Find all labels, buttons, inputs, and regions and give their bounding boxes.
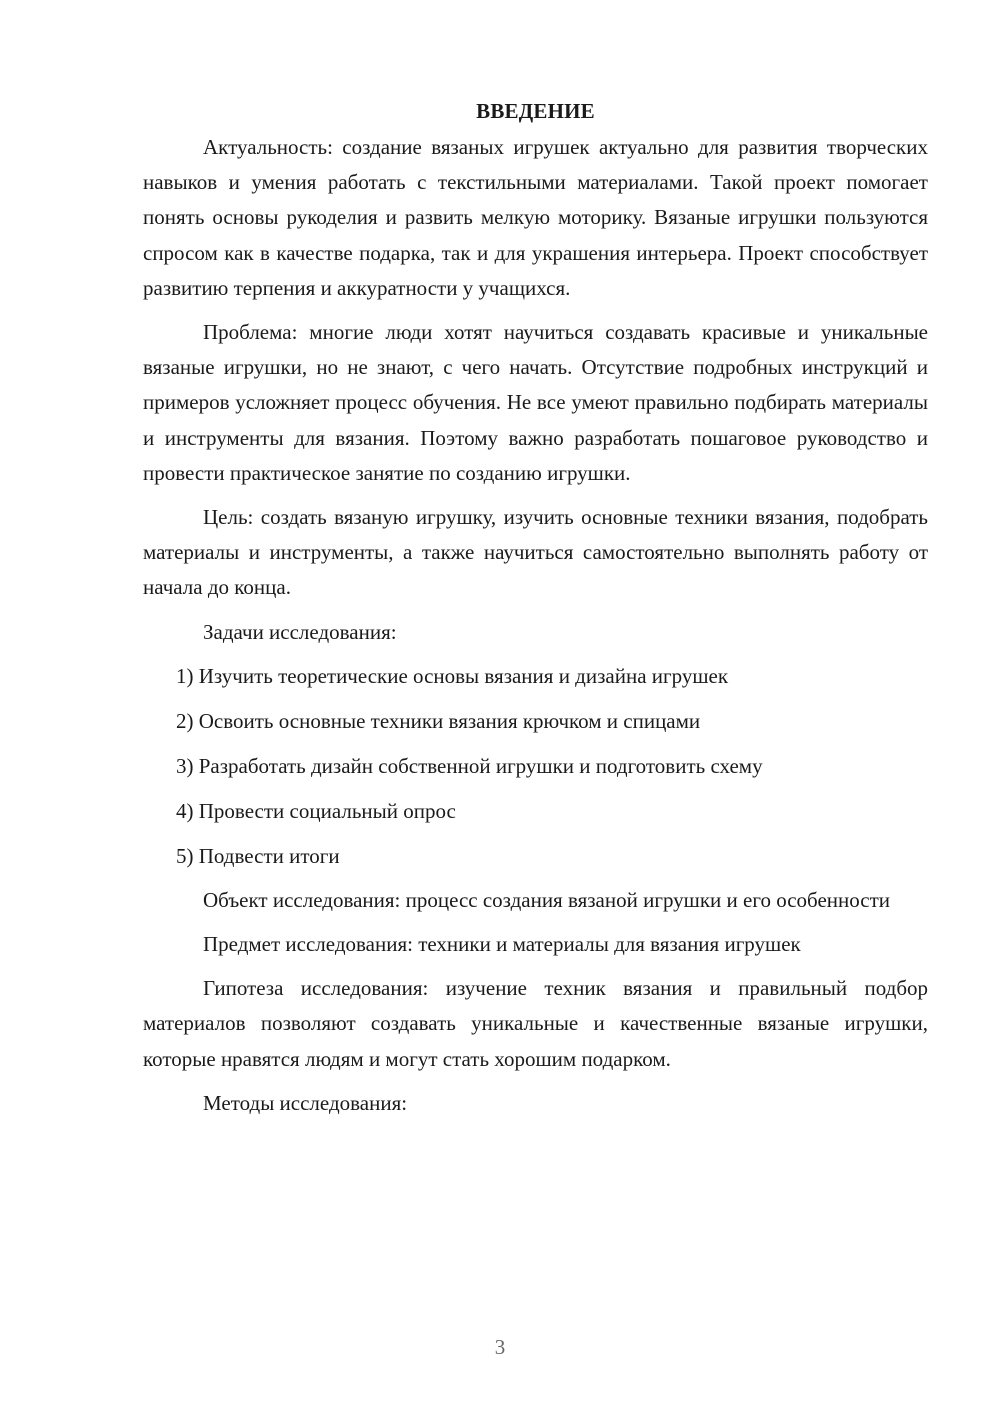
tasks-heading: Задачи исследования: (203, 619, 397, 644)
task-item-3: 3) Разработать дизайн собственной игрушки и подготовить схему (176, 754, 763, 779)
paragraph-subject: Предмет исследования: техники и материалы для вязания игрушек (203, 932, 801, 957)
task-item-4: 4) Провести социальный опрос (176, 798, 456, 823)
task-item-5: 5) Подвести итоги (176, 843, 340, 868)
tasks-list (143, 659, 928, 873)
page-number: 3 (494, 1335, 506, 1359)
section-title: ВВЕДЕНИЕ (476, 99, 595, 123)
page-body (143, 96, 928, 1121)
task-item-1: 1) Изучить теоретические основы вязания и дизайна игрушек (176, 664, 729, 689)
paragraph-hypothesis: Гипотеза исследования: изучение техник вязания и правильный подбор материалов позволяют создавать уникальные и качественные вязаные игрушки, которые нравятся людям и могут стать хорошим подарком. (143, 976, 928, 1071)
paragraph-relevance: Актуальность: создание вязаных игрушек актуально для развития творческих навыков и умения работать с текстильными материалами. Такой проект помогает понять основы рукоделия и развить мелкую моторику. Вязаные игрушки пользуются спросом как в качестве подарка, так и для украшения интерьера. Проект способствует развитию терпения и аккуратности у учащихся. (143, 135, 928, 300)
task-item-2: 2) Освоить основные техники вязания крючком и спицами (176, 709, 701, 734)
paragraph-goal: Цель: создать вязаную игрушку, изучить основные техники вязания, подобрать материалы и инструменты, а также научиться самостоятельно выполнять работу от начала до конца. (143, 505, 928, 600)
methods-heading: Методы исследования: (203, 1090, 408, 1115)
paragraph-object: Объект исследования: процесс создания вязаной игрушки и его особенности (203, 887, 891, 912)
paragraph-problem: Проблема: многие люди хотят научиться создавать красивые и уникальные вязаные игрушки, но не знают, с чего начать. Отсутствие подробных инструкций и примеров усложняет процесс обучения. Не все умеют правильно подбирать материалы и инструменты для вязания. Поэтому важно разработать пошаговое руководство и провести практическое занятие по созданию игрушки. (143, 320, 928, 485)
